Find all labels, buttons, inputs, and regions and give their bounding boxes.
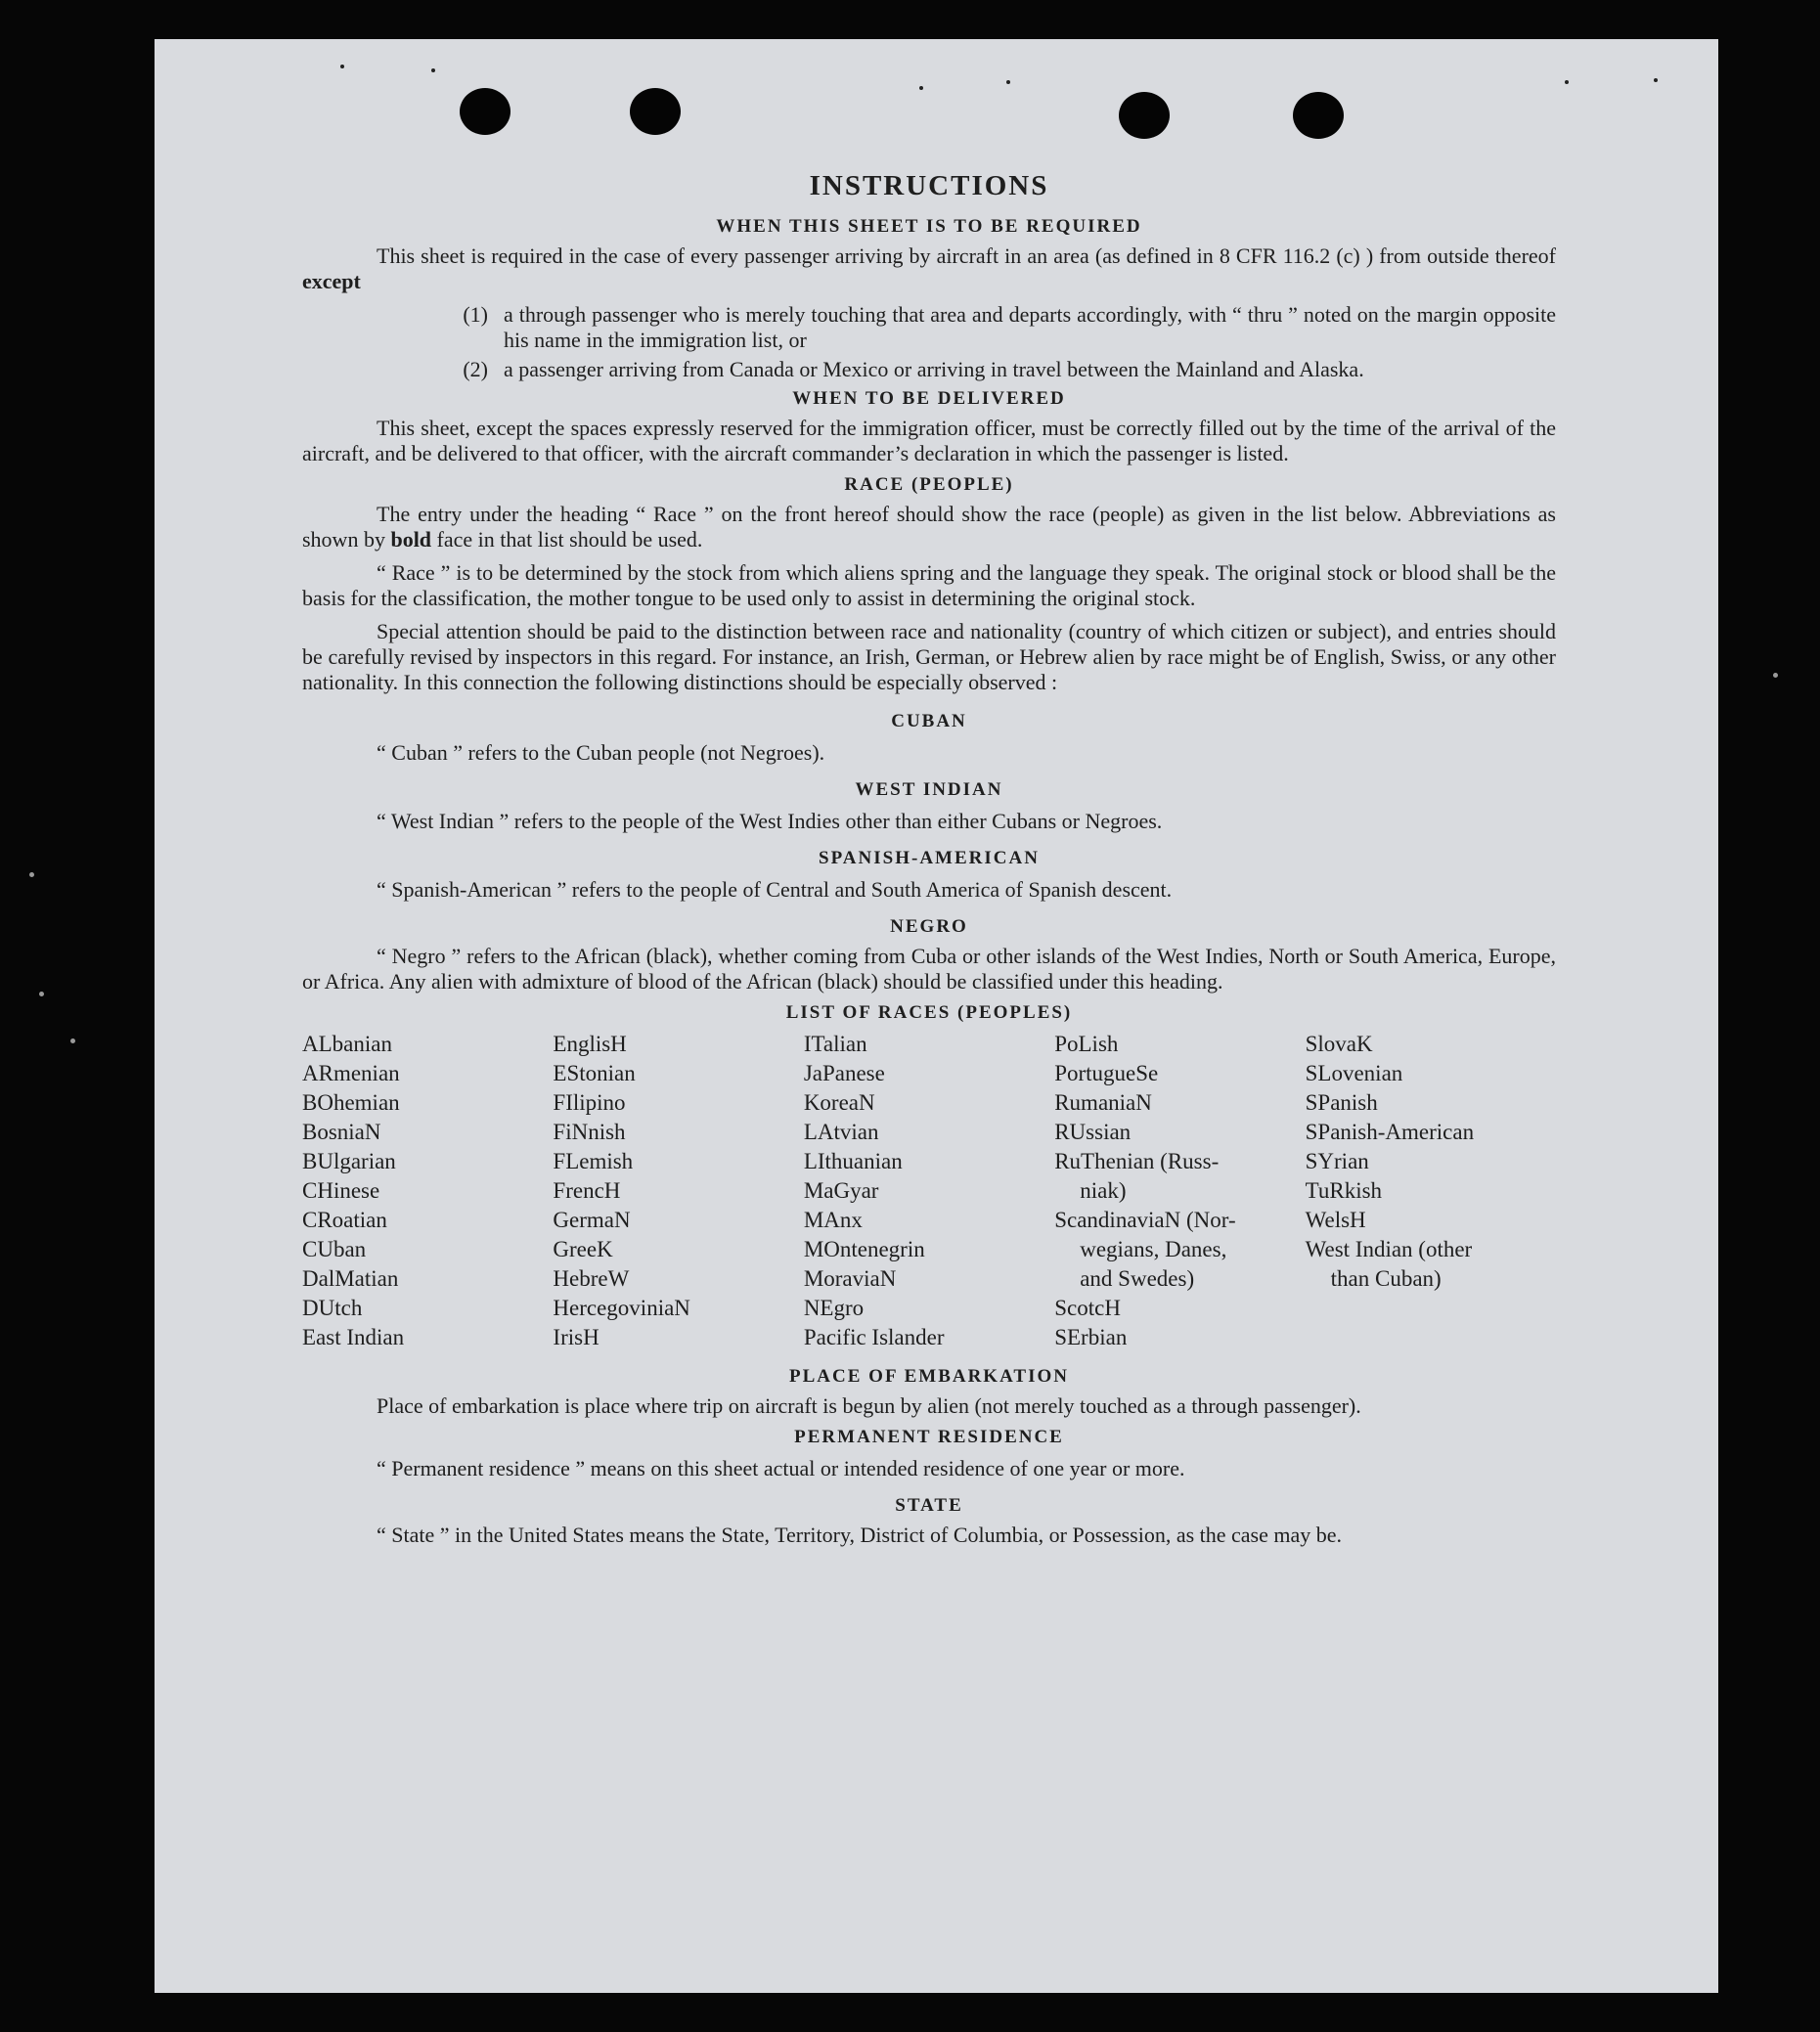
race-entry: CUban	[302, 1237, 367, 1261]
delivered-text: This sheet, except the spaces expressly reserved for the immigration officer, must be correctly filled out by the time of the arrival of the aircraft, and be delivered to that officer, with the aircraft commander’s declaration in which the passenger is listed.	[302, 416, 1556, 465]
required-intro-emphasis: except	[302, 269, 361, 293]
heading-negro: NEGRO	[890, 916, 968, 937]
heading-state: STATE	[895, 1495, 963, 1516]
race-entry: SPanish	[1305, 1090, 1378, 1115]
spanish-american-text: “ Spanish-American ” refers to the people of Central and South America of Spanish descent.	[377, 877, 1173, 902]
race-entry: GermaN	[553, 1208, 631, 1232]
race-entry: PoLish	[1054, 1032, 1119, 1056]
negro-text: “ Negro ” refers to the African (black), whether coming from Cuba or other islands of the West Indies, North or South America, Europe, or Africa. Any alien with admixture of blood of the African (black) should be classified under this heading.	[302, 944, 1556, 994]
race-entry: ITalian	[803, 1032, 867, 1056]
race-paragraph-2: “ Race ” is to be determined by the stock from which aliens spring and the language they speak. The original stock or blood shall be the basis for the classification, the mother tongue to be used only to assist in determining the original stock.	[302, 560, 1556, 610]
race-entry: RumaniaN	[1054, 1090, 1152, 1115]
heading-delivered: WHEN TO BE DELIVERED	[792, 388, 1066, 409]
race-entry: ScandinaviaN (Nor-	[1054, 1208, 1236, 1232]
race-entry-continuation: niak)	[1080, 1178, 1127, 1203]
speck	[1006, 80, 1010, 84]
race-entry: DalMatian	[302, 1266, 399, 1291]
exception-list	[302, 302, 1556, 382]
heading-cuban: CUBAN	[891, 711, 967, 731]
race-entry: East Indian	[302, 1325, 405, 1349]
race-entry: SPanish-American	[1305, 1120, 1475, 1144]
race-entry: DUtch	[302, 1296, 363, 1320]
race-entry: EStonian	[553, 1061, 636, 1085]
exception-number: (2)	[463, 357, 488, 381]
race-entry: MoraviaN	[803, 1266, 897, 1291]
race-entry: EnglisH	[553, 1032, 627, 1056]
race-entry: MOntenegrin	[803, 1237, 925, 1261]
exception-text: a passenger arriving from Canada or Mexico or arriving in travel between the Mainland and Alaska.	[504, 357, 1364, 381]
race-p1-bold: bold	[390, 527, 432, 552]
race-entry: GreeK	[553, 1237, 613, 1261]
race-entry: LAtvian	[803, 1120, 879, 1144]
residence-text: “ Permanent residence ” means on this sheet actual or intended residence of one year or more.	[377, 1456, 1185, 1480]
heading-residence: PERMANENT RESIDENCE	[794, 1427, 1064, 1447]
race-entry: SErbian	[1054, 1325, 1128, 1349]
heading-embarkation: PLACE OF EMBARKATION	[789, 1366, 1069, 1387]
race-entry: RUssian	[1054, 1120, 1132, 1144]
race-entry: Pacific Islander	[803, 1325, 945, 1349]
races-column-2	[553, 1030, 803, 1352]
races-column-4	[1054, 1030, 1305, 1352]
heading-spanish-american: SPANISH-AMERICAN	[819, 848, 1040, 868]
race-paragraph-3: Special attention should be paid to the distinction between race and nationality (country of which citizen or subject), and entries should be carefully revised by inspectors in this regard. For instance, an Irish, German, or Hebrew alien by race might be of English, Swiss, or any other nationality. In this connection the following distinctions should be especially observed :	[302, 619, 1556, 694]
race-entry: MaGyar	[803, 1178, 879, 1203]
speck	[1565, 80, 1569, 84]
edge-speck	[39, 992, 44, 996]
race-entry: BosniaN	[302, 1120, 381, 1144]
exception-text: a through passenger who is merely touching that area and departs accordingly, with “ thru ” noted on the margin opposite his name in the immigration list, or	[504, 302, 1556, 352]
state-text: “ State ” in the United States means the State, Territory, District of Columbia, or Possession, as the case may be.	[377, 1523, 1343, 1547]
race-entry-continuation: and Swedes)	[1080, 1266, 1195, 1291]
race-p1-after: face in that list should be used.	[436, 527, 703, 552]
exception-item	[302, 302, 1556, 353]
race-entry: JaPanese	[803, 1061, 885, 1085]
heading-required: WHEN THIS SHEET IS TO BE REQUIRED	[716, 216, 1142, 237]
punch-hole	[1293, 92, 1344, 139]
exception-number: (1)	[463, 302, 488, 327]
races-column-1	[302, 1030, 553, 1352]
race-entry: West Indian (other	[1305, 1237, 1473, 1261]
cuban-text: “ Cuban ” refers to the Cuban people (not Negroes).	[377, 740, 825, 765]
races-list	[302, 1030, 1556, 1352]
edge-speck	[70, 1038, 75, 1043]
punch-hole	[1119, 92, 1170, 139]
race-entry: MAnx	[803, 1208, 863, 1232]
heading-races-list: LIST OF RACES (PEOPLES)	[785, 1002, 1073, 1023]
race-entry: TuRkish	[1305, 1178, 1383, 1203]
heading-west-indian: WEST INDIAN	[855, 779, 1003, 800]
race-entry: FiNnish	[553, 1120, 626, 1144]
speck	[919, 86, 923, 90]
race-entry: PortugueSe	[1054, 1061, 1159, 1085]
race-entry: CHinese	[302, 1178, 380, 1203]
race-entry: LIthuanian	[803, 1149, 903, 1173]
race-entry: NEgro	[803, 1296, 865, 1320]
edge-speck	[29, 872, 34, 877]
speck	[1654, 78, 1658, 82]
west-indian-text: “ West Indian ” refers to the people of the West Indies other than either Cubans or Negroes.	[377, 809, 1163, 833]
race-entry: ARmenian	[302, 1061, 400, 1085]
heading-race: RACE (PEOPLE)	[844, 474, 1014, 495]
race-entry: FrencH	[553, 1178, 621, 1203]
race-entry-continuation: than Cuban)	[1330, 1266, 1442, 1291]
race-entry: FIlipino	[553, 1090, 626, 1115]
race-entry: SLovenian	[1305, 1061, 1403, 1085]
race-entry: IrisH	[553, 1325, 599, 1349]
race-entry: ALbanian	[302, 1032, 392, 1056]
required-intro	[302, 243, 1556, 294]
embarkation-text: Place of embarkation is place where trip on aircraft is begun by alien (not merely touched as a through passenger).	[377, 1393, 1361, 1418]
race-entry: KoreaN	[803, 1090, 875, 1115]
punch-hole	[460, 88, 510, 135]
race-entry: RuThenian (Russ-	[1054, 1149, 1220, 1173]
races-column-5	[1306, 1030, 1556, 1352]
race-paragraph-1	[302, 502, 1556, 552]
punch-hole	[630, 88, 681, 135]
required-intro-text: This sheet is required in the case of every passenger arriving by aircraft in an area (as defined in 8 CFR 116.2 (c) ) from outside thereof	[377, 243, 1556, 268]
race-entry: HebreW	[553, 1266, 630, 1291]
document-sheet	[155, 39, 1718, 1993]
race-entry: CRoatian	[302, 1208, 387, 1232]
race-entry: WelsH	[1305, 1208, 1366, 1232]
race-entry: HercegoviniaN	[553, 1296, 690, 1320]
exception-item	[302, 357, 1556, 382]
races-column-3	[804, 1030, 1054, 1352]
page-title: INSTRUCTIONS	[809, 170, 1049, 201]
race-entry-continuation: wegians, Danes,	[1080, 1237, 1227, 1261]
instructions-content	[302, 170, 1556, 1556]
race-entry: ScotcH	[1054, 1296, 1121, 1320]
speck	[431, 68, 435, 72]
race-entry: SYrian	[1305, 1149, 1369, 1173]
race-entry: SlovaK	[1305, 1032, 1373, 1056]
race-p1-before: The entry under the heading “ Race ” on the front hereof should show the race (people) as given in the list below. Abbreviations as shown by	[302, 502, 1556, 552]
race-entry: BUlgarian	[302, 1149, 396, 1173]
edge-speck	[1773, 673, 1778, 678]
speck	[340, 65, 344, 68]
race-entry: BOhemian	[302, 1090, 400, 1115]
race-entry: FLemish	[553, 1149, 634, 1173]
